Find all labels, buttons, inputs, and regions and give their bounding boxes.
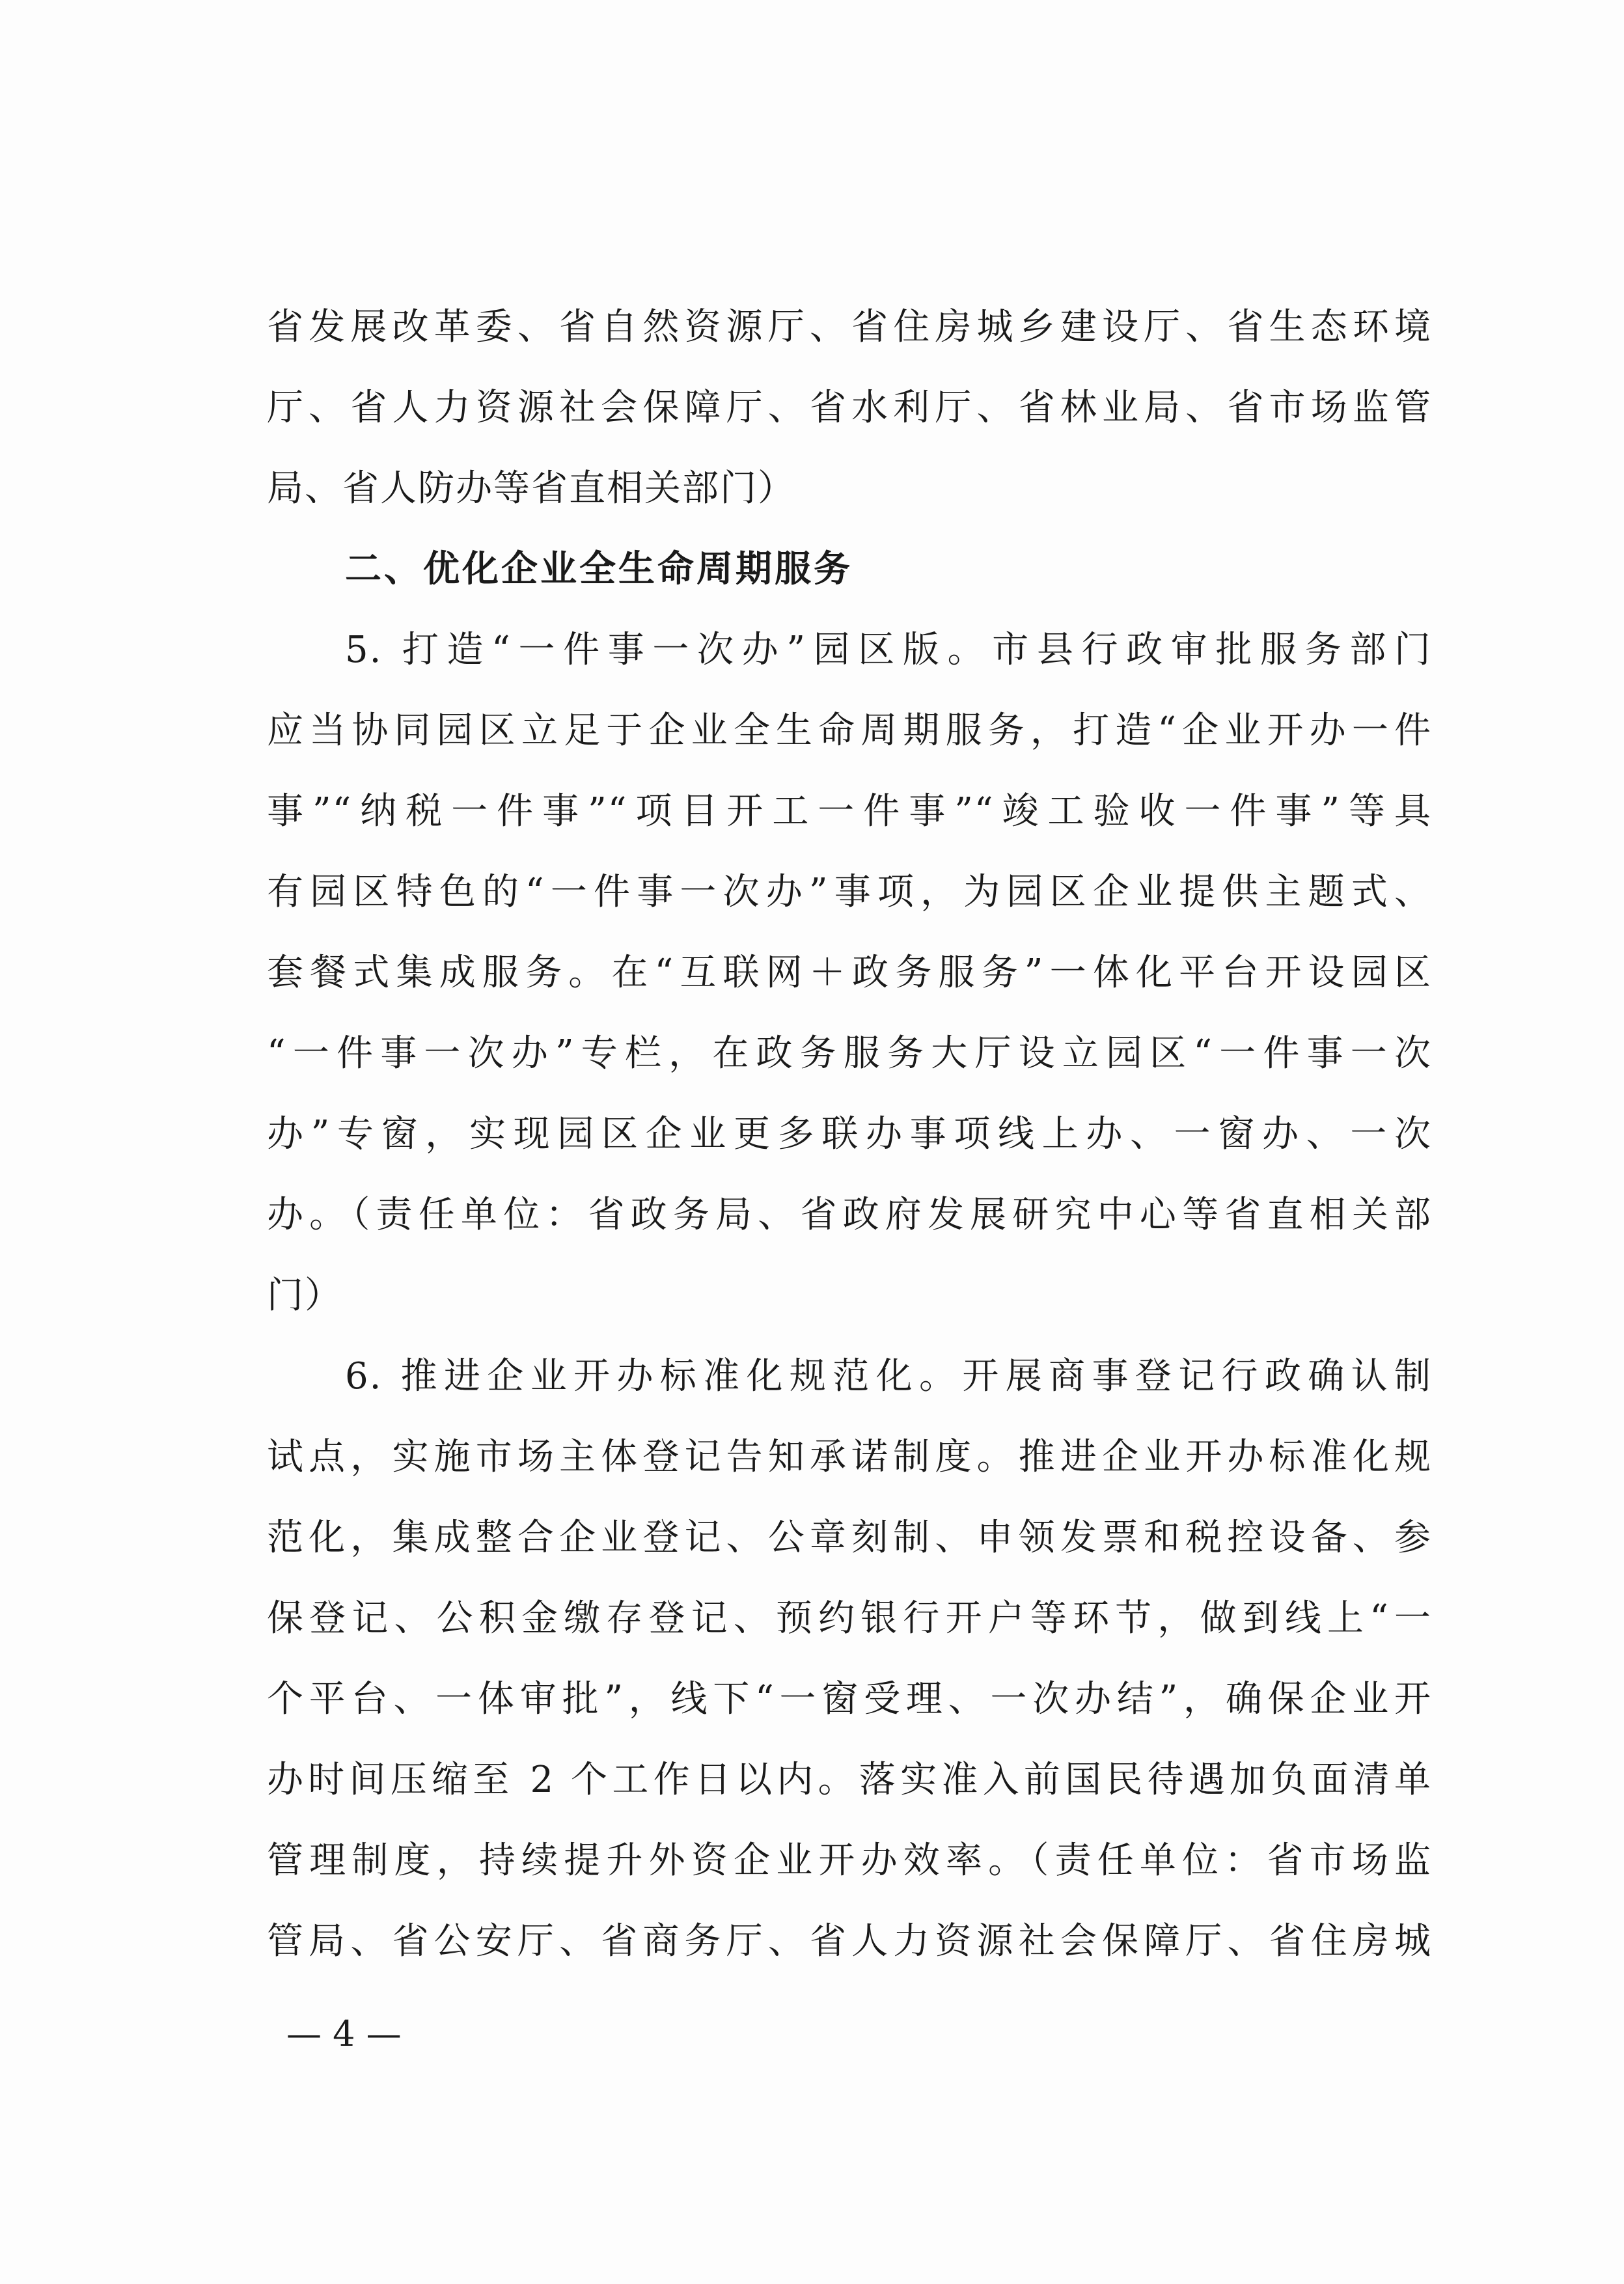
paragraph-6-line-8: 管局、省公安厅、省商务厅、省人力资源社会保障厅、省住房城	[267, 1920, 1432, 1962]
paragraph-6-line-7: 管理制度，持续提升外资企业开办效率。（责任单位：省市场监	[267, 1839, 1432, 1882]
paragraph-5-line-3: 事”“纳税一件事”“项目开工一件事”“竣工验收一件事”等具	[267, 790, 1432, 832]
paragraph-6-line-2: 试点，实施市场主体登记告知承诺制度。推进企业开办标准化规	[267, 1436, 1432, 1478]
paragraph-5-line-4: 有园区特色的“一件事一次办”事项，为园区企业提供主题式、	[267, 871, 1432, 913]
text-line-2: 厅、省人力资源社会保障厅、省水利厅、省林业局、省市场监管	[267, 387, 1432, 429]
paragraph-6-line-6: 办时间压缩至 2 个工作日以内。落实准入前国民待遇加负面清单	[267, 1759, 1432, 1801]
paragraph-5-line-2: 应当协同园区立足于企业全生命周期服务，打造“企业开办一件	[267, 709, 1432, 752]
paragraph-6-line-4: 保登记、公积金缴存登记、预约银行开户等环节，做到线上“一	[267, 1597, 1432, 1640]
paragraph-5-line-1: 5. 打造“一件事一次办”园区版。市县行政审批服务部门	[345, 629, 1432, 671]
paragraph-5-line-9: 门）	[267, 1274, 342, 1317]
page-number: — 4 —	[286, 2013, 402, 2054]
text-line-1: 省发展改革委、省自然资源厅、省住房城乡建设厅、省生态环境	[267, 306, 1432, 348]
section-heading: 二、优化企业全生命周期服务	[345, 548, 853, 590]
paragraph-6-line-1: 6. 推进企业开办标准化规范化。开展商事登记行政确认制	[345, 1355, 1432, 1397]
text-line-3: 局、省人防办等省直相关部门）	[267, 467, 795, 510]
paragraph-5-line-5: 套餐式集成服务。在“互联网＋政务服务”一体化平台开设园区	[267, 952, 1432, 994]
paragraph-5-line-8: 办。（责任单位：省政务局、省政府发展研究中心等省直相关部	[267, 1194, 1432, 1236]
paragraph-5-line-7: 办”专窗，实现园区企业更多联办事项线上办、一窗办、一次	[267, 1113, 1432, 1155]
paragraph-6-line-3: 范化，集成整合企业登记、公章刻制、申领发票和税控设备、参	[267, 1517, 1432, 1559]
paragraph-6-line-5: 个平台、一体审批”，线下“一窗受理、一次办结”，确保企业开	[267, 1678, 1432, 1720]
paragraph-5-line-6: “一件事一次办”专栏，在政务服务大厅设立园区“一件事一次	[267, 1032, 1432, 1075]
